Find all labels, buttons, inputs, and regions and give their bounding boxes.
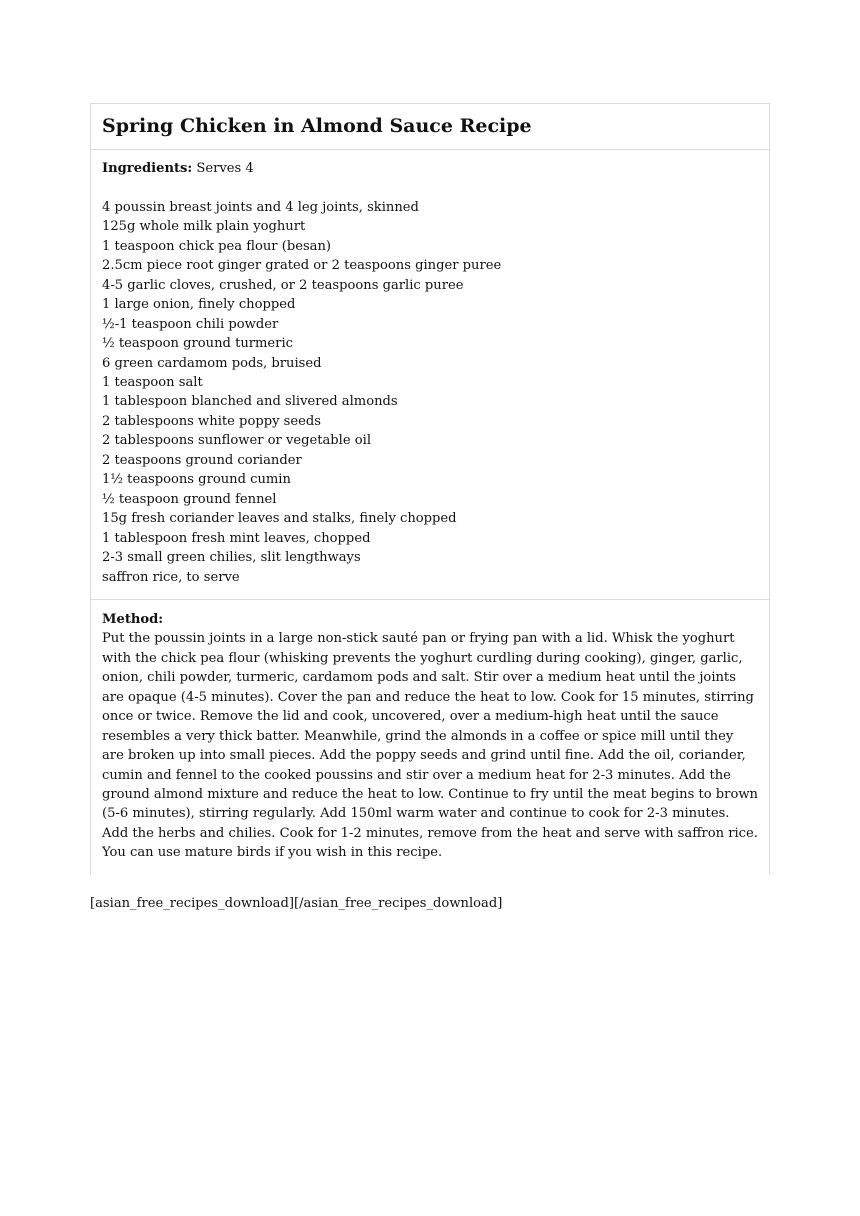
method-line: onion, chili powder, turmeric, cardamom pods and salt. Stir over a medium heat until the joints xyxy=(102,670,736,686)
method-heading: Method: xyxy=(102,611,164,627)
ingredient-item: 2.5cm piece root ginger grated or 2 teaspoons ginger puree xyxy=(102,258,502,274)
ingredient-item: 1½ teaspoons ground cumin xyxy=(102,472,291,488)
method-line: Put the poussin joints in a large non-stick sauté pan or frying pan with a lid. Whisk the yoghurt xyxy=(102,631,735,647)
method-section xyxy=(91,600,769,875)
ingredient-item: 1 tablespoon fresh mint leaves, chopped xyxy=(102,530,371,546)
method-line: ground almond mixture and reduce the heat to low. Continue to fry until the meat begins to brown xyxy=(102,787,758,803)
method-text xyxy=(102,629,758,862)
ingredients-list xyxy=(102,198,758,587)
ingredients-label: Ingredients: xyxy=(102,161,193,176)
ingredient-item: 1 teaspoon salt xyxy=(102,374,203,390)
recipe-card xyxy=(90,103,770,875)
ingredient-item: saffron rice, to serve xyxy=(102,569,240,585)
method-line: (5-6 minutes), stirring regularly. Add 150ml warm water and continue to cook for 2-3 minutes. xyxy=(102,806,730,822)
method-line: Add the herbs and chilies. Cook for 1-2 minutes, remove from the heat and serve with saffron rice. xyxy=(102,825,758,841)
ingredient-item: 1 teaspoon chick pea flour (besan) xyxy=(102,238,332,254)
method-line: with the chick pea flour (whisking prevents the yoghurt curdling during cooking), ginger, garlic, xyxy=(102,650,743,666)
ingredient-item: 2 tablespoons white poppy seeds xyxy=(102,413,321,429)
ingredient-item: 2 teaspoons ground coriander xyxy=(102,452,302,468)
ingredients-section xyxy=(91,150,769,600)
ingredient-item: ½ teaspoon ground fennel xyxy=(102,491,277,507)
ingredient-item: 4-5 garlic cloves, crushed, or 2 teaspoons garlic puree xyxy=(102,277,464,293)
method-line: resembles a very thick batter. Meanwhile, grind the almonds in a coffee or spice mill until they xyxy=(102,728,734,744)
method-line: once or twice. Remove the lid and cook, uncovered, over a medium-high heat until the sauce xyxy=(102,709,719,725)
recipe-title: Spring Chicken in Almond Sauce Recipe xyxy=(102,115,532,137)
ingredient-item: ½-1 teaspoon chili powder xyxy=(102,316,279,332)
serves-text: Serves 4 xyxy=(192,161,254,176)
ingredient-item: 6 green cardamom pods, bruised xyxy=(102,355,322,371)
ingredient-item: 125g whole milk plain yoghurt xyxy=(102,219,306,235)
ingredient-item: ½ teaspoon ground turmeric xyxy=(102,336,293,352)
download-shortcode: [asian_free_recipes_download][/asian_free_recipes_download] xyxy=(90,896,503,911)
ingredient-item: 1 tablespoon blanched and slivered almonds xyxy=(102,394,398,410)
ingredient-item: 2 tablespoons sunflower or vegetable oil xyxy=(102,433,372,449)
method-line: You can use mature birds if you wish in this recipe. xyxy=(102,845,443,861)
ingredient-item: 1 large onion, finely chopped xyxy=(102,297,296,313)
method-line: are broken up into small pieces. Add the poppy seeds and grind until fine. Add the oil, coriander, xyxy=(102,748,746,764)
ingredients-heading xyxy=(102,159,758,178)
method-line: cumin and fennel to the cooked poussins and stir over a medium heat for 2-3 minutes. Add the xyxy=(102,767,731,783)
ingredient-item: 15g fresh coriander leaves and stalks, finely chopped xyxy=(102,511,457,527)
title-section xyxy=(91,104,769,150)
ingredient-item: 2-3 small green chilies, slit lengthways xyxy=(102,550,361,566)
method-line: are opaque (4-5 minutes). Cover the pan and reduce the heat to low. Cook for 15 minutes, stirring xyxy=(102,689,754,705)
ingredient-item: 4 poussin breast joints and 4 leg joints, skinned xyxy=(102,199,419,215)
